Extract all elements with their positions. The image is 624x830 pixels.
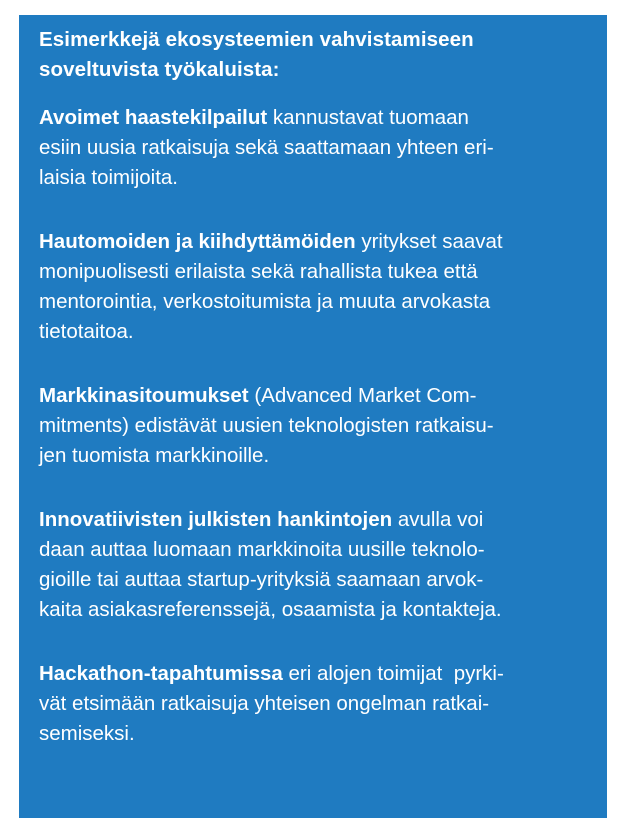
item-text: vät etsimään ratkaisuja yhteisen ongelman ratkai- bbox=[39, 692, 490, 715]
item-lead: Markkinasitoumukset bbox=[39, 384, 249, 407]
item-text: eri alojen toimijat pyrki- bbox=[282, 662, 504, 685]
item-text: esiin uusia ratkaisuja sekä saattamaan yhteen eri- bbox=[39, 136, 494, 159]
item-hackathons bbox=[39, 659, 587, 749]
heading-line: Esimerkkejä ekosysteemien vahvistamiseen bbox=[39, 28, 474, 51]
item-lead: Hautomoiden ja kiihdyttämöiden bbox=[39, 230, 356, 253]
item-challenge-competitions bbox=[39, 103, 587, 193]
item-text: gioille tai auttaa startup-yrityksiä saamaan arvok- bbox=[39, 568, 484, 591]
item-text: jen tuomista markkinoille. bbox=[39, 444, 270, 467]
item-text: yritykset saavat bbox=[355, 230, 503, 253]
item-text: mitments) edistävät uusien teknologisten ratkaisu- bbox=[39, 414, 494, 437]
heading-line: soveltuvista työkaluista: bbox=[39, 58, 280, 81]
item-text: monipuolisesti erilaista sekä rahallista tukea että bbox=[39, 260, 478, 283]
item-text: kaita asiakasreferenssejä, osaamista ja kontakteja. bbox=[39, 598, 502, 621]
item-market-commitments bbox=[39, 381, 587, 471]
item-text: laisia toimijoita. bbox=[39, 166, 178, 189]
item-text: avulla voi bbox=[392, 508, 484, 531]
item-text: daan auttaa luomaan markkinoita uusille teknolo- bbox=[39, 538, 485, 561]
item-public-procurement bbox=[39, 505, 587, 625]
item-incubators bbox=[39, 227, 587, 347]
item-text: kannustavat tuomaan bbox=[267, 106, 469, 129]
item-text: (Advanced Market Com- bbox=[248, 384, 477, 407]
item-text: semiseksi. bbox=[39, 722, 135, 745]
box-heading bbox=[39, 25, 587, 85]
item-lead: Innovatiivisten julkisten hankintojen bbox=[39, 508, 393, 531]
info-box bbox=[19, 15, 607, 818]
item-lead: Avoimet haastekilpailut bbox=[39, 106, 268, 129]
item-text: tietotaitoa. bbox=[39, 320, 134, 343]
item-lead: Hackathon-tapahtumissa bbox=[39, 662, 283, 685]
item-text: mentorointia, verkostoitumista ja muuta arvokasta bbox=[39, 290, 491, 313]
